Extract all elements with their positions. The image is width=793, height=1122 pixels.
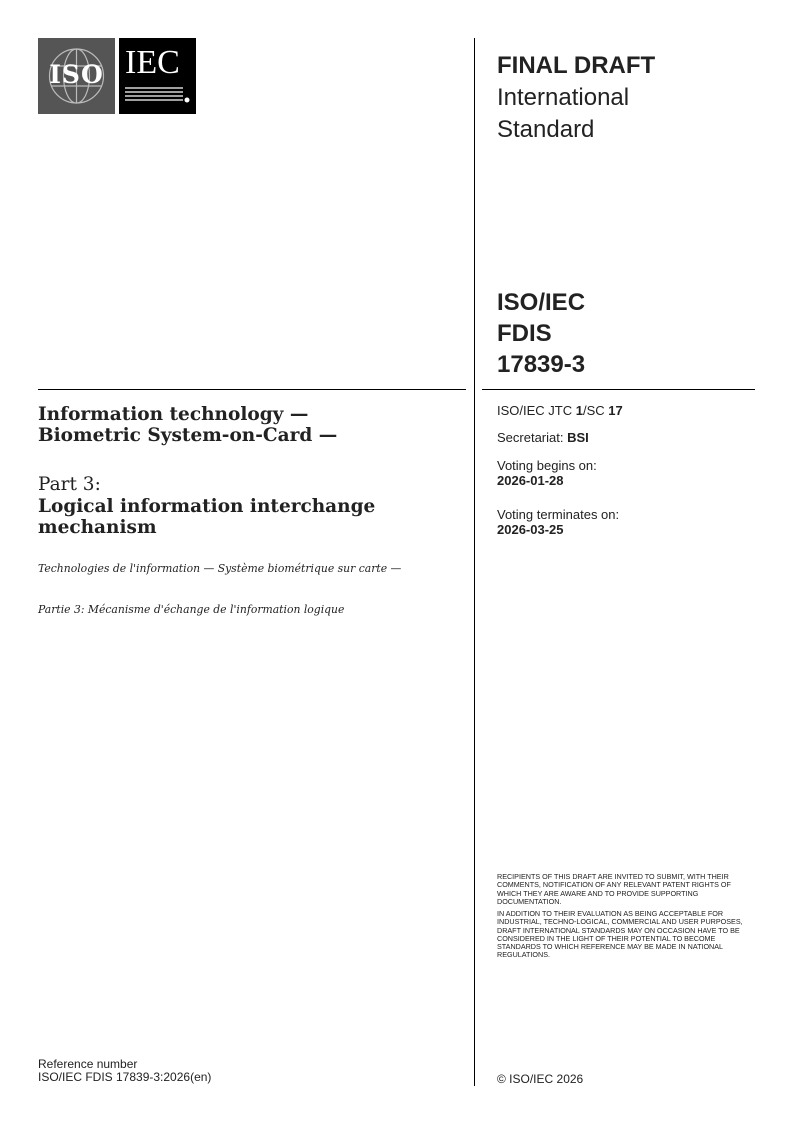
part-title: Logical information interchange mechanism	[38, 496, 376, 538]
reference-number: Reference number ISO/IEC FDIS 17839-3:2026(en)	[38, 1057, 212, 1084]
secretariat: Secretariat: BSI	[497, 430, 589, 445]
right-rule	[482, 389, 755, 390]
notice-evaluation: IN ADDITION TO THEIR EVALUATION AS BEING ACCEPTABLE FOR INDUSTRIAL, TECHNO-LOGICAL, COMMERCIAL AND USER PURPOSES, DRAFT INTERNATIONAL STANDARDS MAY ON OCCASION HAVE TO BE CONSIDERED IN THE LIGHT OF THEIR POTENTIAL TO BECOME STANDARDS TO WHICH REFERENCE MAY BE MADE IN NATIONAL REGULATIONS.	[497, 909, 743, 960]
document-status	[497, 50, 655, 146]
copyright: © ISO/IEC 2026	[497, 1072, 584, 1086]
status-international: International	[497, 84, 630, 111]
voting-begins-date: 2026-01-28	[497, 473, 564, 488]
status-final-draft: FINAL DRAFT	[497, 52, 656, 79]
document-number: ISO/IEC FDIS 17839-3	[497, 289, 586, 378]
french-part-title: Partie 3: Mécanisme d'échange de l'information logique	[38, 603, 345, 616]
part-label: Part 3:	[38, 474, 101, 495]
iec-logo-lines	[125, 86, 191, 104]
iec-logo-text: IEC	[125, 44, 180, 81]
status-standard: Standard	[497, 116, 595, 143]
voting-begins: Voting begins on: 2026-01-28	[497, 458, 597, 488]
column-divider	[474, 38, 475, 1086]
iec-logo	[119, 38, 196, 114]
voting-terminates: Voting terminates on: 2026-03-25	[497, 507, 620, 537]
iso-logo-text: ISO	[49, 60, 104, 89]
voting-terminates-date: 2026-03-25	[497, 522, 564, 537]
main-title: Information technology — Biometric System-on-Card —	[38, 404, 338, 446]
left-rule	[38, 389, 466, 390]
notice-patent: RECIPIENTS OF THIS DRAFT ARE INVITED TO SUBMIT, WITH THEIR COMMENTS, NOTIFICATION OF ANY RELEVANT PATENT RIGHTS OF WHICH THEY ARE AWARE AND TO PROVIDE SUPPORTING DOCUMENTATION.	[497, 872, 731, 906]
french-title: Technologies de l'information — Système biométrique sur carte —	[38, 562, 402, 575]
iso-logo	[38, 38, 115, 114]
committee: ISO/IEC JTC 1/SC 17	[497, 403, 623, 418]
